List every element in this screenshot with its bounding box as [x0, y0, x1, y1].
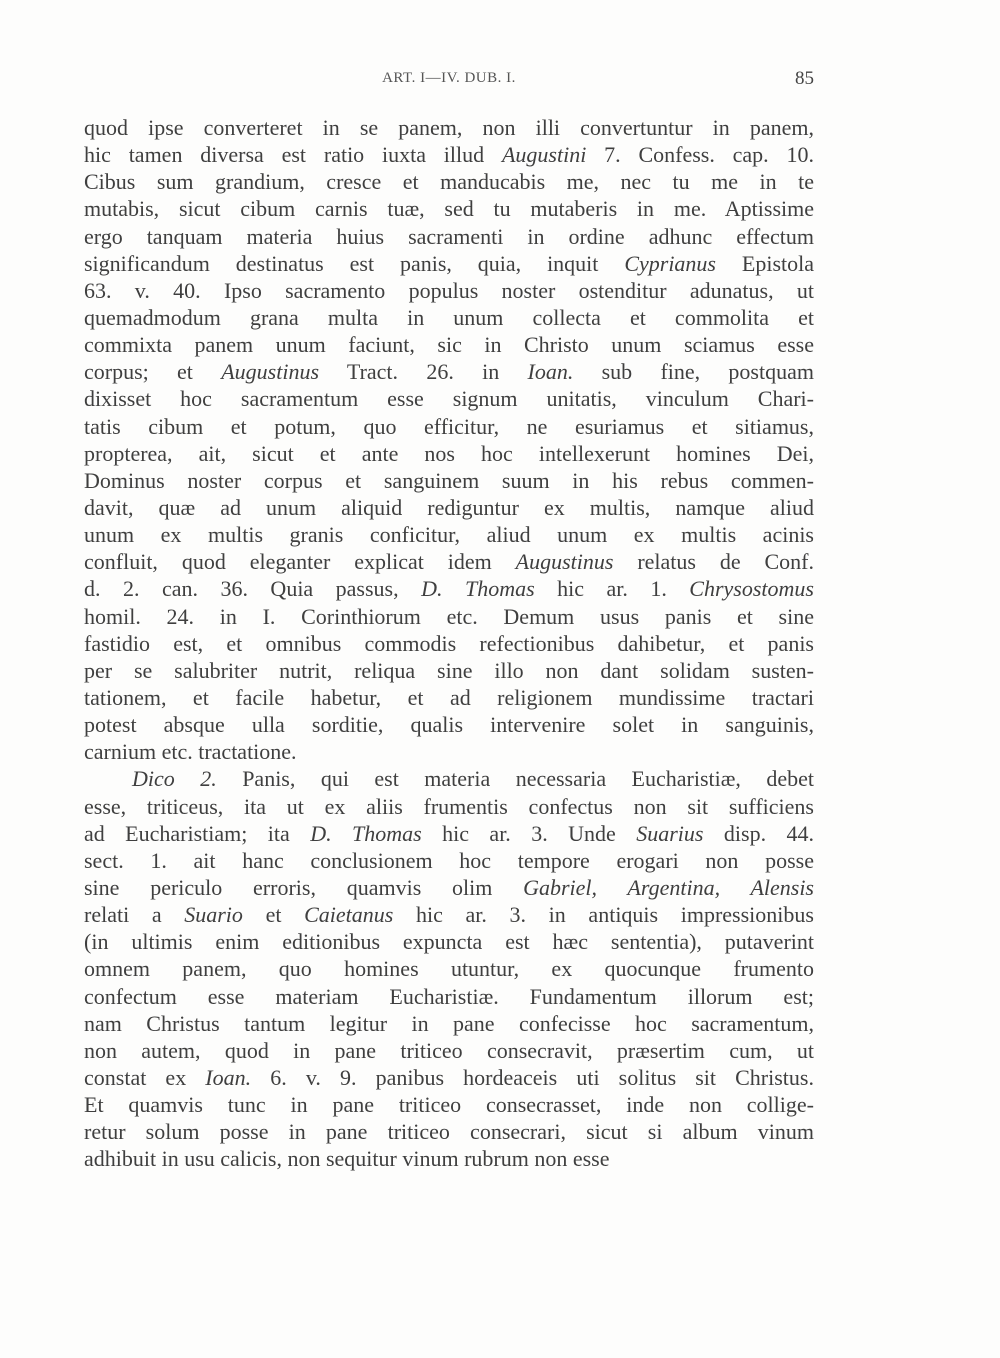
italic-reference: Augustinus — [221, 359, 320, 385]
text-line — [84, 955, 814, 982]
text-run: nam Christus tantum legitur in pane confecisse hoc sacramentum, — [84, 1010, 814, 1036]
text-line — [84, 738, 814, 765]
text-run: tationem, et facile habetur, et ad religionem mundissime tractari — [84, 684, 814, 710]
italic-reference: Ioan. — [205, 1064, 252, 1090]
text-run: tatis cibum et potum, quo efficitur, ne esuriamus et sitiamus, — [84, 413, 814, 439]
text-line — [84, 874, 814, 901]
text-run: adhibuit in usu calicis, non sequitur vinum rubrum non esse — [84, 1146, 610, 1172]
italic-reference: D. Thomas — [421, 576, 535, 602]
text-line — [84, 711, 814, 738]
text-line — [84, 304, 814, 331]
text-line — [84, 358, 814, 385]
running-head — [84, 70, 814, 94]
text-line — [84, 548, 814, 575]
text-line — [84, 413, 814, 440]
text-line — [84, 1010, 814, 1037]
text-line — [84, 440, 814, 467]
text-line — [84, 223, 814, 250]
text-line — [84, 983, 814, 1010]
text-run: per se salubriter nutrit, reliqua sine illo non dant solidam susten- — [84, 657, 814, 683]
text-run: disp. 44. — [703, 820, 814, 846]
italic-reference: Caietanus — [304, 902, 394, 928]
text-run: Dominus noster corpus et sanguinem suum in his rebus commen- — [84, 467, 814, 493]
text-line — [84, 765, 814, 792]
text-run: hic tamen diversa est ratio iuxta illud — [84, 142, 502, 168]
text-line — [84, 250, 814, 277]
italic-reference: Suarius — [636, 820, 704, 846]
text-run: sine periculo erroris, quamvis olim — [84, 874, 524, 900]
text-line — [84, 331, 814, 358]
text-run: sect. 1. ait hanc conclusionem hoc tempore erogari non posse — [84, 847, 814, 873]
text-run: carnium etc. tractatione. — [84, 739, 297, 765]
text-line — [84, 195, 814, 222]
text-run: hic ar. 3. in antiquis impressionibus — [393, 902, 814, 928]
text-line — [84, 385, 814, 412]
text-run: Epistola — [716, 250, 814, 276]
italic-reference: Ioan. — [527, 359, 574, 385]
text-line — [84, 575, 814, 602]
text-line — [84, 847, 814, 874]
text-run: confluit, quod eleganter explicat idem — [84, 549, 516, 575]
italic-reference: Dico 2. — [132, 766, 217, 792]
page-number: 85 — [795, 68, 814, 89]
text-run: hic ar. 1. — [534, 576, 690, 602]
text-line — [84, 603, 814, 630]
text-line — [84, 1091, 814, 1118]
text-run: dixisset hoc sacramentum esse signum unitatis, vinculum Chari- — [84, 386, 814, 412]
text-line — [84, 630, 814, 657]
italic-reference: Cyprianus — [624, 250, 716, 276]
text-line — [84, 114, 814, 141]
running-title: ART. I—IV. DUB. I. — [382, 70, 516, 86]
text-line — [84, 1118, 814, 1145]
text-run: 6. v. 9. panibus hordeaceis uti solitus sit Christus. — [251, 1064, 814, 1090]
text-line — [84, 168, 814, 195]
text-run: Panis, qui est materia necessaria Eucharistiæ, debet — [216, 766, 815, 792]
text-run: 63. v. 40. Ipso sacramento populus noster ostenditur adunatus, ut — [84, 277, 814, 303]
text-line — [84, 901, 814, 928]
text-line — [84, 1145, 814, 1172]
text-run: quemadmodum grana multa in unum collecta et commolita et — [84, 304, 814, 330]
text-run: unum ex multis granis conficitur, aliud unum ex multis acinis — [84, 522, 814, 548]
text-run: 7. Confess. cap. 10. — [586, 142, 814, 168]
italic-reference: Augustini — [501, 142, 587, 168]
text-run: omnem panem, quo homines utuntur, ex quocunque frumento — [84, 956, 814, 982]
text-line — [84, 141, 814, 168]
text-run: hic ar. 3. Unde — [421, 820, 637, 846]
text-run: commixta panem unum faciunt, sic in Christo unum sciamus esse — [84, 332, 814, 358]
italic-reference: Chrysostomus — [689, 576, 814, 602]
text-line — [84, 467, 814, 494]
text-run: Tract. 26. in — [319, 359, 528, 385]
text-run: homil. 24. in I. Corinthiorum etc. Demum usus panis et sine — [84, 603, 814, 629]
text-line — [84, 820, 814, 847]
text-run: non autem, quod in pane triticeo consecravit, præsertim cum, ut — [84, 1037, 814, 1063]
text-run: propterea, ait, sicut et ante nos hoc intellexerunt homines Dei, — [84, 440, 814, 466]
italic-reference: D. Thomas — [310, 820, 422, 846]
text-line — [84, 1037, 814, 1064]
text-line — [84, 521, 814, 548]
body-text — [84, 114, 814, 1172]
text-run: ad Eucharistiam; ita — [84, 820, 311, 846]
text-line — [84, 793, 814, 820]
text-line — [84, 657, 814, 684]
text-run: Et quamvis tunc in pane triticeo consecrasset, inde non collige- — [84, 1092, 814, 1118]
text-run: fastidio est, et omnibus commodis refectionibus dahibetur, et panis — [84, 630, 814, 656]
text-run: relati a — [84, 902, 185, 928]
text-run: quod ipse converteret in se panem, non illi convertuntur in panem, — [84, 115, 814, 140]
text-run: davit, quæ ad unum aliquid rediguntur ex multis, namque aliud — [84, 494, 814, 520]
text-run: retur solum posse in pane triticeo consecrari, sicut si album vinum — [84, 1119, 814, 1145]
text-run: et — [242, 902, 305, 928]
text-line — [84, 277, 814, 304]
italic-reference: Augustinus — [515, 549, 614, 575]
text-run: Cibus sum grandium, cresce et manducabis me, nec tu me in te — [84, 169, 814, 195]
text-line — [84, 928, 814, 955]
text-line — [84, 1064, 814, 1091]
text-run: d. 2. can. 36. Quia passus, — [84, 576, 422, 602]
text-run: potest absque ulla sorditie, qualis intervenire solet in sanguinis, — [84, 712, 814, 738]
text-run: ergo tanquam materia huius sacramenti in ordine adhunc effectum — [84, 223, 814, 249]
text-run: relatus de Conf. — [613, 549, 814, 575]
italic-reference: Suario — [184, 902, 243, 928]
italic-reference: Gabriel, Argentina, Alensis — [523, 874, 814, 900]
text-run: mutabis, sicut cibum carnis tuæ, sed tu mutaberis in me. Aptissime — [84, 196, 814, 222]
text-run: confectum esse materiam Eucharistiæ. Fundamentum illorum est; — [84, 983, 814, 1009]
text-line — [84, 494, 814, 521]
text-run: constat ex — [84, 1064, 206, 1090]
text-run: significandum destinatus est panis, quia, inquit — [84, 250, 625, 276]
text-run: esse, triticeus, ita ut ex aliis frumentis confectus non sit sufficiens — [84, 793, 814, 819]
text-run: corpus; et — [84, 359, 222, 385]
text-line — [84, 684, 814, 711]
text-run: sub fine, postquam — [573, 359, 814, 385]
text-run: (in ultimis enim editionibus expuncta est hæc sententia), putaverint — [84, 929, 814, 955]
